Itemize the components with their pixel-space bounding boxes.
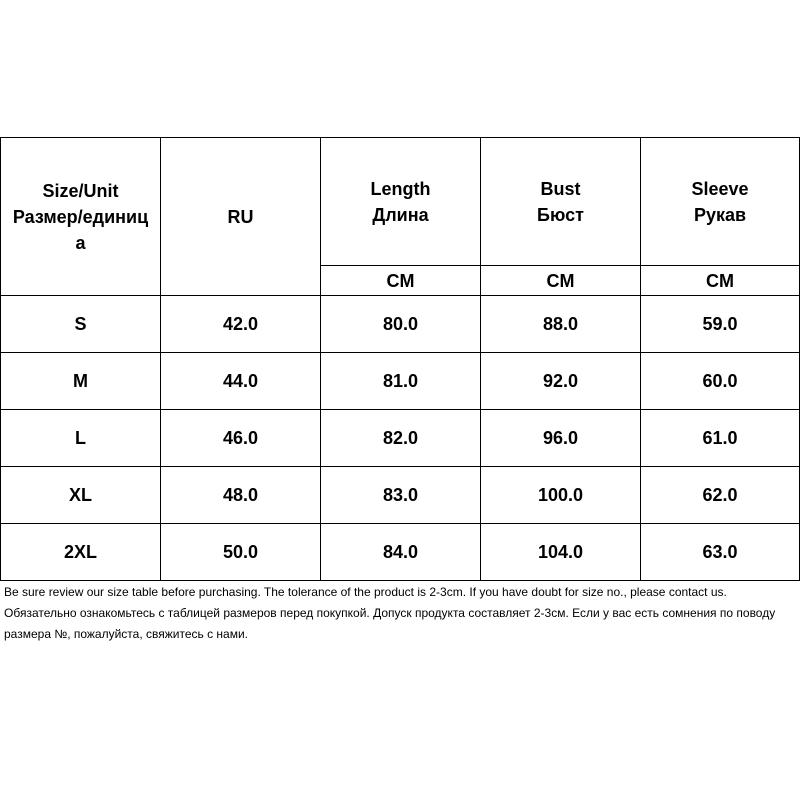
header-size-unit-ru-wrap: а — [75, 232, 86, 253]
table-row — [1, 410, 800, 467]
cell-ru: 46.0 — [161, 410, 321, 467]
header-size-unit-ru: Размер/единиц — [12, 206, 149, 227]
note-english: Be sure review our size table before purchasing. The tolerance of the product is 2-3cm. If you have doubt for size no., please contact us. — [4, 585, 727, 599]
cell-sleeve: 63.0 — [641, 524, 800, 581]
header-size-unit — [1, 138, 161, 296]
note-russian: Обязательно ознакомьтесь с таблицей размеров перед покупкой. Допуск продукта составляет 2-3см. Если у вас есть сомнения по поводу размера №, пожалуйста, свяжитесь с нами. — [4, 606, 776, 641]
cell-sleeve: 62.0 — [641, 467, 800, 524]
cell-size: XL — [1, 467, 161, 524]
unit-length: CM — [321, 266, 481, 296]
cell-sleeve: 60.0 — [641, 353, 800, 410]
cell-length: 80.0 — [321, 296, 481, 353]
table-row — [1, 296, 800, 353]
header-length — [321, 138, 481, 266]
cell-bust: 92.0 — [481, 353, 641, 410]
cell-ru: 50.0 — [161, 524, 321, 581]
header-sleeve — [641, 138, 800, 266]
cell-sleeve: 61.0 — [641, 410, 800, 467]
header-length-en: Length — [370, 178, 431, 199]
table-row — [1, 524, 800, 581]
cell-length: 83.0 — [321, 467, 481, 524]
header-sleeve-en: Sleeve — [691, 178, 749, 199]
cell-length: 84.0 — [321, 524, 481, 581]
header-bust-ru: Бюст — [537, 204, 584, 225]
cell-bust: 96.0 — [481, 410, 641, 467]
header-bust-en: Bust — [540, 178, 581, 199]
cell-ru: 44.0 — [161, 353, 321, 410]
cell-size: L — [1, 410, 161, 467]
cell-bust: 88.0 — [481, 296, 641, 353]
cell-sleeve: 59.0 — [641, 296, 800, 353]
cell-length: 81.0 — [321, 353, 481, 410]
cell-size: S — [1, 296, 161, 353]
header-size-unit-en: Size/Unit — [42, 180, 119, 201]
cell-size: 2XL — [1, 524, 161, 581]
cell-bust: 104.0 — [481, 524, 641, 581]
size-table — [0, 137, 800, 581]
header-length-ru: Длина — [372, 204, 429, 225]
unit-sleeve: CM — [641, 266, 800, 296]
cell-size: M — [1, 353, 161, 410]
cell-ru: 48.0 — [161, 467, 321, 524]
table-row — [1, 467, 800, 524]
cell-ru: 42.0 — [161, 296, 321, 353]
header-ru: RU — [161, 138, 321, 296]
header-bust — [481, 138, 641, 266]
table-row — [1, 353, 800, 410]
cell-length: 82.0 — [321, 410, 481, 467]
header-sleeve-ru: Рукав — [693, 204, 747, 225]
cell-bust: 100.0 — [481, 467, 641, 524]
unit-bust: CM — [481, 266, 641, 296]
